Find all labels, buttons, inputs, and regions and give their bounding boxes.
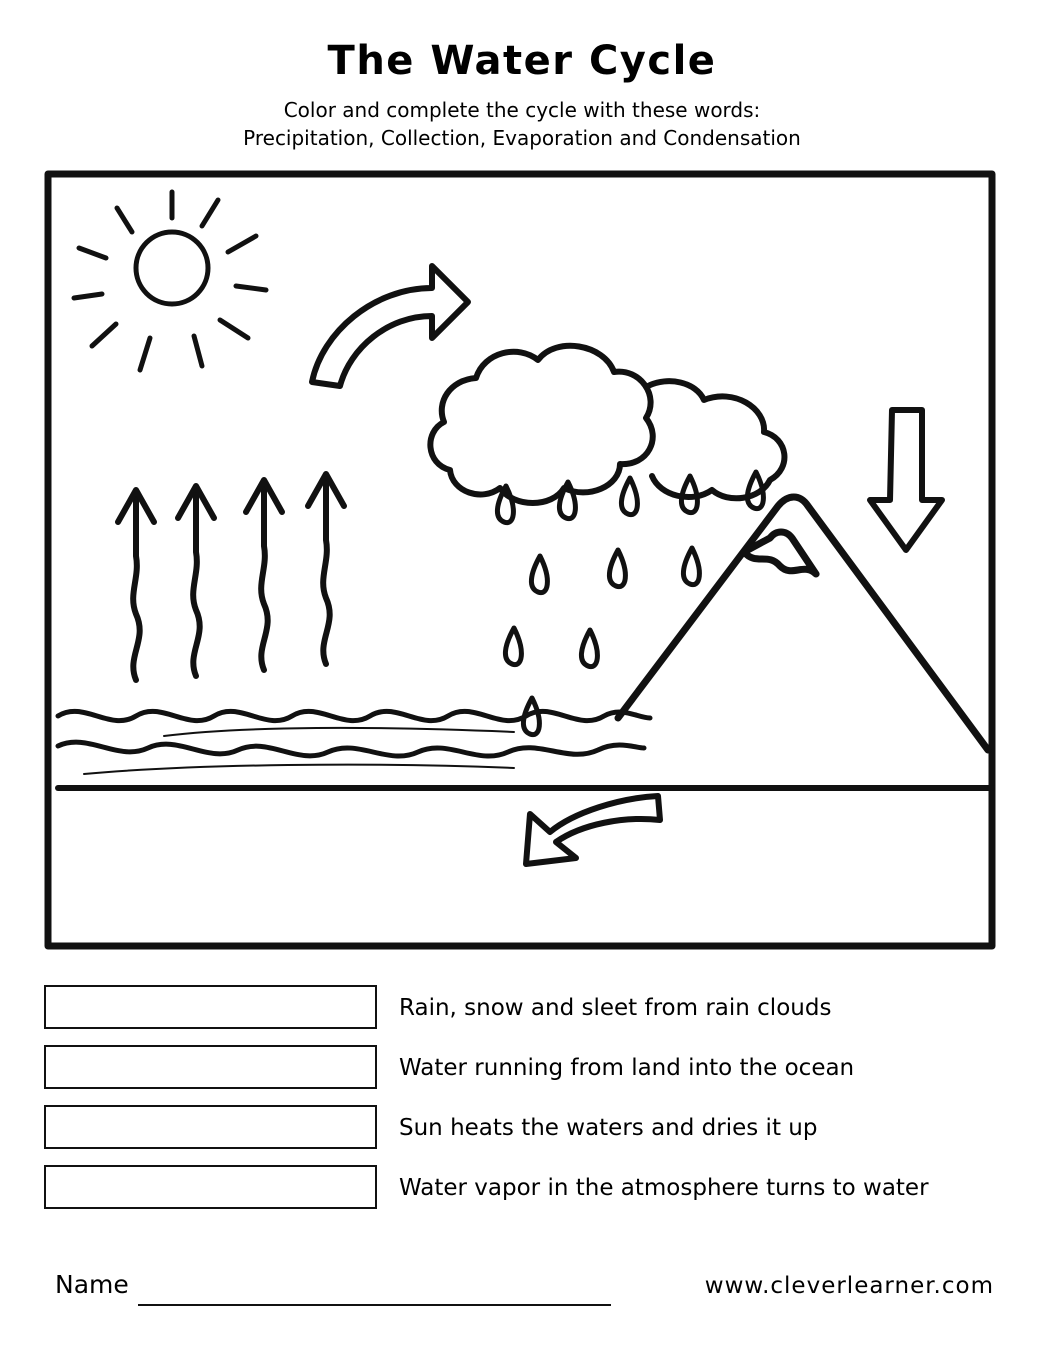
answer-clue-3: Sun heats the waters and dries it up	[399, 1115, 818, 1141]
answer-box-3[interactable]	[44, 1105, 377, 1149]
answer-clue-2: Water running from land into the ocean	[399, 1055, 855, 1081]
collection-arrow	[526, 796, 660, 864]
evaporation-arrow	[312, 266, 468, 386]
answer-clue-1: Rain, snow and sleet from rain clouds	[399, 995, 832, 1021]
answer-row	[44, 985, 1004, 1039]
answer-row	[44, 1045, 1004, 1099]
rain-drops	[497, 472, 763, 735]
page-footer	[0, 1270, 1044, 1330]
evaporation-squiggles	[118, 474, 344, 680]
mountain	[618, 497, 988, 750]
condensation-arrow	[870, 410, 942, 550]
sun-icon	[74, 192, 266, 370]
name-input-line[interactable]	[138, 1304, 611, 1306]
answer-row	[44, 1165, 1004, 1219]
water-cycle-illustration	[44, 170, 996, 950]
cloud-icon	[430, 346, 784, 503]
instructions-line-2: Precipitation, Collection, Evaporation and Condensation	[243, 126, 801, 150]
answer-box-4[interactable]	[44, 1165, 377, 1209]
water-cycle-diagram	[44, 170, 996, 950]
answer-clue-4: Water vapor in the atmosphere turns to water	[399, 1175, 929, 1201]
answer-list	[44, 985, 1004, 1225]
instructions-line-1: Color and complete the cycle with these words:	[283, 98, 761, 122]
page-title: The Water Cycle	[327, 38, 717, 84]
answer-box-1[interactable]	[44, 985, 377, 1029]
answer-row	[44, 1105, 1004, 1159]
website-credit: www.cleverlearner.com	[704, 1273, 994, 1299]
name-label: Name	[55, 1270, 129, 1299]
answer-box-2[interactable]	[44, 1045, 377, 1089]
